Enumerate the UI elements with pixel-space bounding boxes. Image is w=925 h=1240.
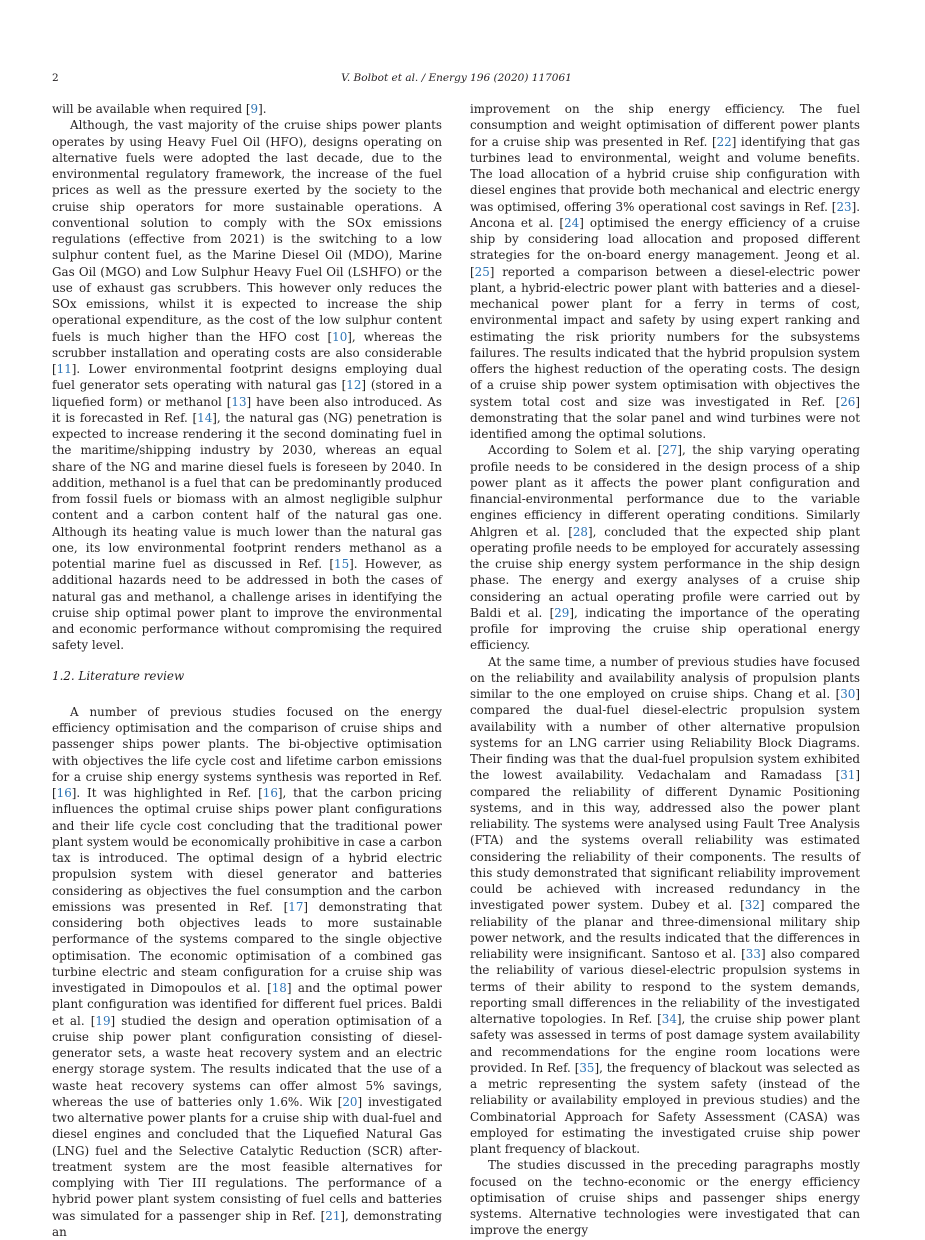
paragraph: The studies discussed in the preceding paragraphs mostly focused on the techno-economic or the energy efficiency optimisation of cruise ships and passenger ships energy systems. Alternative technologies were investigated that can improve the energy	[470, 1158, 860, 1238]
citation-link[interactable]: 21	[325, 1208, 341, 1223]
citation-link[interactable]: 23	[836, 199, 852, 214]
citation-link[interactable]: 34	[661, 1012, 677, 1026]
citation-link[interactable]: 11	[56, 362, 72, 376]
citation-link[interactable]: 24	[564, 215, 580, 230]
citation-link[interactable]: 35	[579, 1060, 595, 1075]
left-column	[52, 101, 442, 1240]
citation-link[interactable]: 12	[346, 378, 362, 393]
citation-link[interactable]: 16	[262, 786, 278, 800]
citation-link[interactable]: 29	[554, 605, 570, 620]
citation-link[interactable]: 18	[271, 981, 287, 995]
citation-link[interactable]: 33	[745, 947, 761, 961]
paragraph: At the same time, a number of previous studies have focused on the reliability and availability analysis of propulsion plants similar to the one employed on cruise ships. Chang et al. [30] compared the dual-fuel diesel-electric propulsion system availability with a number of other alternative propulsion systems for an LNG carrier using Reliability Block Diagrams. Their finding was that the dual-fuel propulsion system exhibited the lowest availability. Vedachalam and Ramadass [31] compared the reliability of different Dynamic Positioning systems, and in this way, addressed also the power plant reliability. The systems were analysed using Fault Tree Analysis (FTA) and the systems overall reliability was estimated considering the reliability of their components. The results of this study demonstrated that significant reliability improvement could be achieved with increased redundancy in the investigated power system. Dubey et al. [32] compared the reliability of the planar and three-dimensional military ship power network, and the results indicated that the differences in reliability were insignificant. Santoso et al. [33] also compared the reliability of various diesel-electric propulsion systems in terms of their ability to respond to the system demands, reporting small differences in the reliability of the investigated alternative topologies. In Ref. [34], the cruise ship power plant safety was assessed in terms of post damage system availability and recommendations for the engine room locations were provided. In Ref. [35], the frequency of blackout was selected as a metric representing the system safety (instead of the reliability or availability employed in previous studies) and the Combinatorial Approach for Safety Assessment (CASA) was employed for estimating the investigated cruise ship power plant frequency of blackout.	[470, 654, 860, 1156]
citation-link[interactable]: 16	[56, 786, 72, 800]
citation-link[interactable]: 25	[474, 264, 490, 279]
citation-link[interactable]: 27	[662, 443, 678, 458]
citation-link[interactable]: 28	[572, 524, 588, 539]
citation-link[interactable]: 13	[231, 394, 247, 409]
citation-link[interactable]: 32	[744, 898, 760, 913]
page-header	[52, 72, 861, 88]
citation-link[interactable]: 31	[840, 768, 856, 783]
citation-link[interactable]: 20	[342, 1094, 358, 1109]
page-number: 2	[52, 72, 59, 84]
paragraph: improvement on the ship energy efficiency. The fuel consumption and weight optimisation of different power plants for a cruise ship was presented in Ref. [22] identifying that gas turbines lead to environmental, weight and volume benefits. The load allocation of a hybrid cruise ship configuration with diesel engines that provide both mechanical and electric energy was optimised, offering 3% operational cost savings in Ref. [23]. Ancona et al. [24] optimised the energy efficiency of a cruise ship by considering load allocation and proposed different strategies for the on-board energy management. Jeong et al. [25] reported a comparison between a diesel-electric power plant, a hybrid-electric power plant with batteries and a diesel-mechanical power plant for a ferry in terms of cost, environmental impact and safety by using expert ranking and estimating the risk priority numbers for the subsystems failures. The results indicated that the hybrid propulsion system offers the highest reduction of the operating costs. The design of a cruise ship power system optimisation with objectives the system total cost and size was investigated in Ref. [26] demonstrating that the solar panel and wind turbines were not identified among the optimal solutions.	[470, 102, 860, 441]
citation-link[interactable]: 26	[840, 394, 856, 409]
citation-link[interactable]: 14	[197, 410, 213, 425]
paragraph: will be available when required [9].	[52, 102, 267, 116]
running-head: V. Bolbot et al. / Energy 196 (2020) 117061	[341, 72, 572, 84]
citation-link[interactable]: 19	[95, 1013, 111, 1028]
paragraph: A number of previous studies focused on the energy efficiency optimisation and the comparison of cruise ships and passenger ships power plants. The bi-objective optimisation with objectives the life cycle cost and lifetime carbon emissions for a cruise ship energy systems synthesis was reported in Ref. [16]. It was highlighted in Ref. [16], that the carbon pricing influences the optimal cruise ships power plant configurations and their life cycle cost concluding that the traditional power plant system would be economically prohibitive in case a carbon tax is introduced. The optimal design of a hybrid electric propulsion system with diesel generator and batteries considering as objectives the fuel consumption and the carbon emissions was presented in Ref. [17] demonstrating that considering both objectives leads to more sustainable performance of the systems compared to the single objective optimisation. The economic optimisation of a combined gas turbine electric and steam configuration for a cruise ship was investigated in Dimopoulos et al. [18] and the optimal power plant configuration was identified for different fuel prices. Baldi et al. [19] studied the design and operation optimisation of a cruise ship power plant configuration consisting of diesel-generator sets, a waste heat recovery system and an electric energy storage system. The results indicated that the use of a waste heat recovery systems can offer almost 5% savings, whereas the use of batteries only 1.6%. Wik [20] investigated two alternative power plants for a cruise ship with dual-fuel and diesel engines and concluded that the Liquefied Natural Gas (LNG) fuel and the Selective Catalytic Reduction (SCR) after-treatment system are the most feasible alternatives for complying with Tier III regulations. The performance of a hybrid power plant system consisting of fuel cells and batteries was simulated for a passenger ship in Ref. [21], demonstrating an	[52, 704, 443, 1239]
citation-link[interactable]: 9	[250, 102, 259, 116]
citation-link[interactable]: 15	[334, 557, 350, 571]
right-column	[470, 101, 860, 1239]
section-heading: 1.2. Literature review	[52, 668, 185, 683]
citation-link[interactable]: 22	[716, 134, 732, 149]
citation-link[interactable]: 10	[332, 329, 348, 344]
citation-link[interactable]: 17	[288, 899, 304, 914]
paragraph: According to Solem et al. [27], the ship varying operating profile needs to be considered in the design process of a ship power plant as it affects the power plant configuration and financial-environmental performance due to the variable engines efficiency in different operating conditions. Similarly Ahlgren et al. [28], concluded that the expected ship plant operating profile needs to be employed for accurately assessing the cruise ship energy system performance in the ship design phase. The energy and exergy analyses of a cruise ship considering an actual operating profile were carried out by Baldi et al. [29], indicating the importance of the operating profile for improving the cruise ship operational energy efficiency.	[470, 443, 860, 653]
citation-link[interactable]: 30	[840, 687, 856, 701]
paragraph: Although, the vast majority of the cruise ships power plants operates by using Heavy Fuel Oil (HFO), designs operating on alternative fuels were adopted the last decade, due to the environmental regulatory framework, the increase of the fuel prices as well as the pressure exerted by the society to the cruise ship operators for more sustainable operations. A conventional solution to comply with the SOx emissions regulations (effective from 2021) is the switching to a low sulphur content fuel, as the Marine Diesel Oil (MDO), Marine Gas Oil (MGO) and Low Sulphur Heavy Fuel Oil (LSHFO) or the use of exhaust gas scrubbers. This however only reduces the SOx emissions, whilst it is expected to increase the ship operational expenditure, as the cost of the low sulphur content fuels is much higher than the HFO cost [10], whereas the scrubber installation and operating costs are also considerable [11]. Lower environmental footprint designs employing dual fuel generator sets operating with natural gas [12] (stored in a liquefied form) or methanol [13] have been also introduced. As it is forecasted in Ref. [14], the natural gas (NG) penetration is expected to increase rendering it the second dominating fuel in the maritime/shipping industry by 2030, whereas an equal share of the NG and marine diesel fuels is foreseen by 2040. In addition, methanol is a fuel that can be predominantly produced from fossil fuels or biomass with an almost negligible sulphur content and a carbon content half of the natural gas one. Although its heating value is much lower than the natural gas one, its low environmental footprint renders methanol as a potential marine fuel as discussed in Ref. [15]. However, as additional hazards need to be addressed in both the cases of natural gas and methanol, a challenge arises in identifying the cruise ship optimal power plant to improve the environmental and economic performance without compromising the required safety level.	[52, 118, 443, 653]
